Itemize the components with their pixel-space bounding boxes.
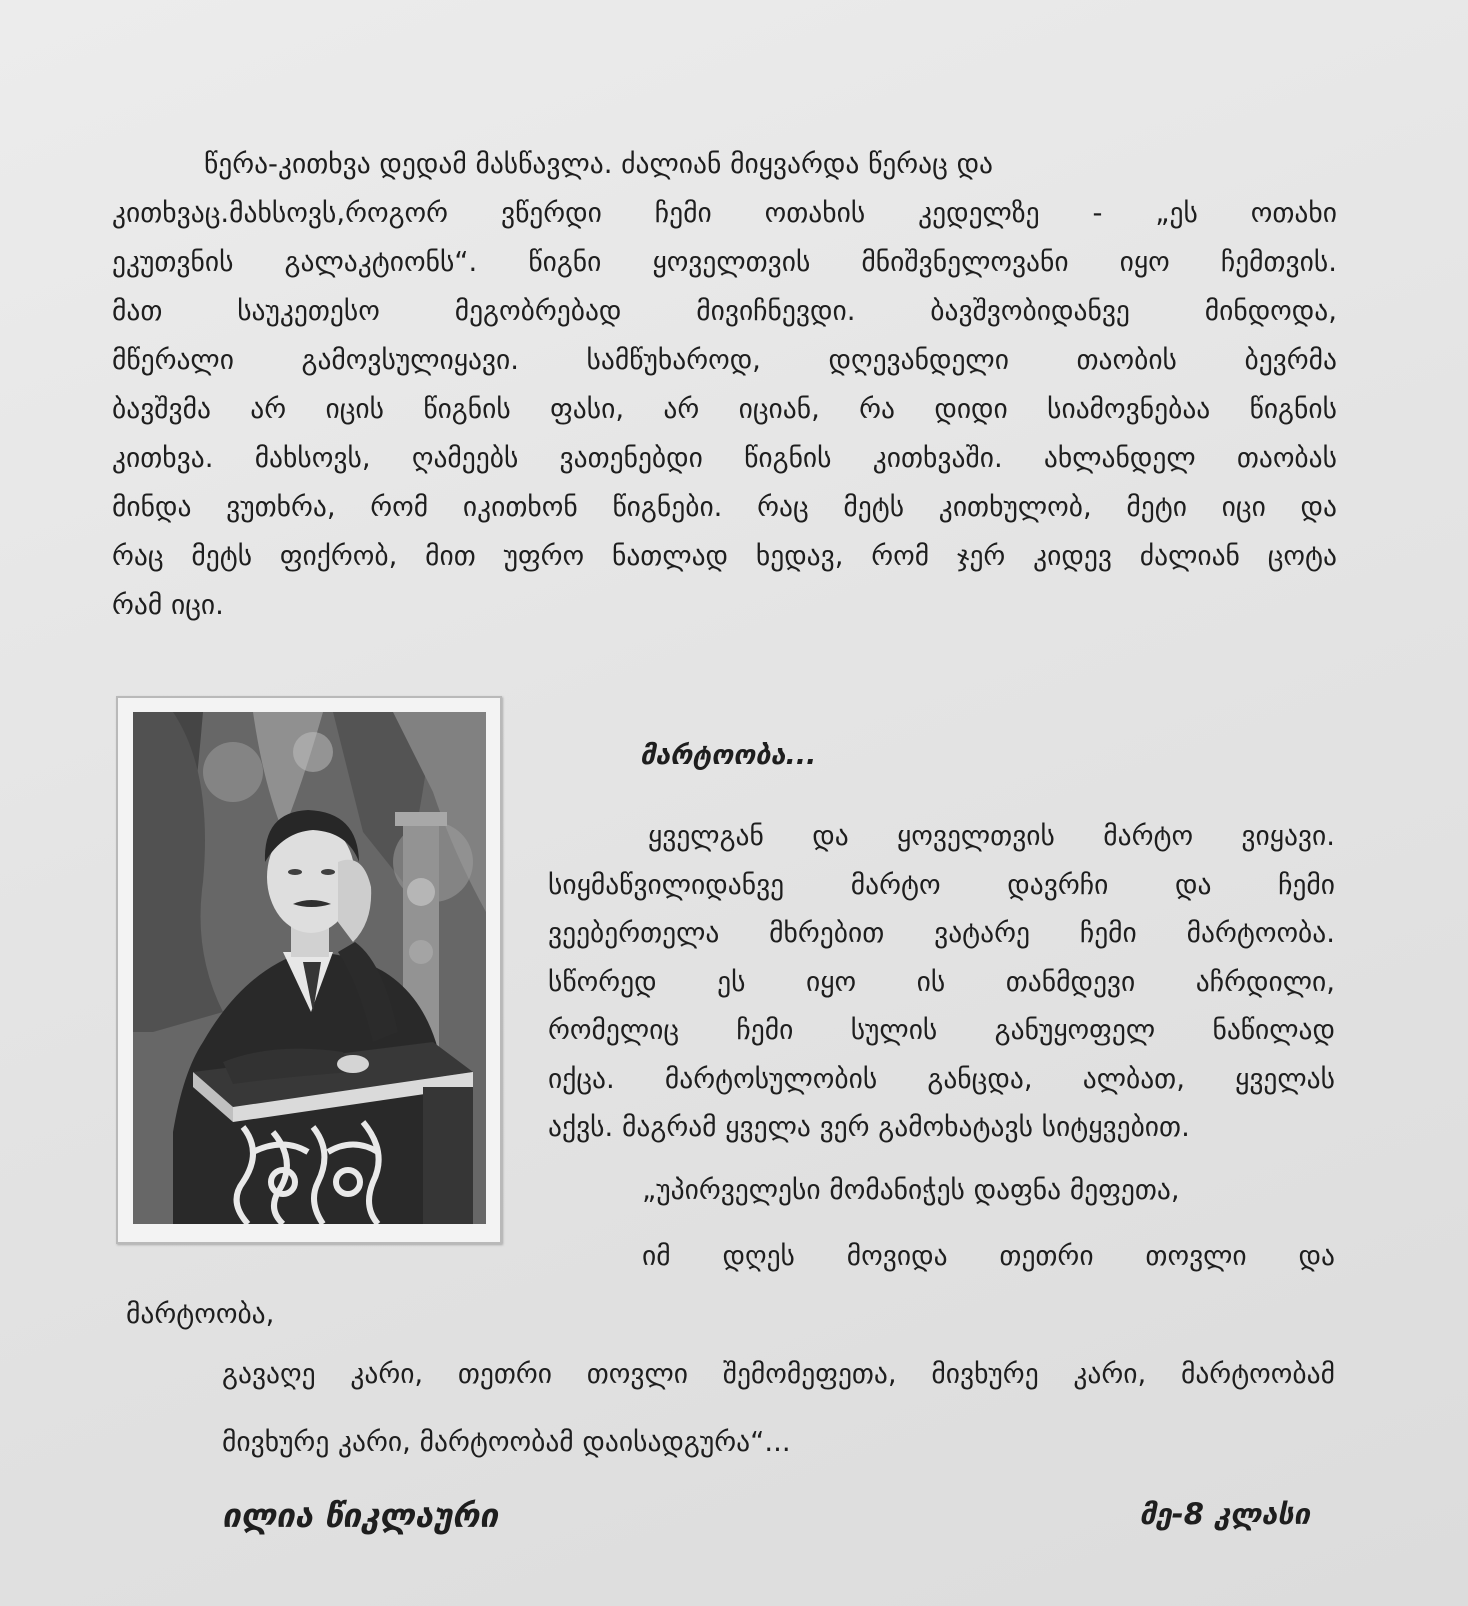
intro-line: წერა-კითხვა დედამ მასწავლა. ძალიან მიყვარდა წერაც და xyxy=(204,148,994,180)
poem-line-2-continuation: მარტოობა, xyxy=(126,1298,275,1330)
section-paragraph xyxy=(548,812,1335,1152)
poem-line-3: გავაღე კარი, თეთრი თოვლი შემომეფეთა, მივხურე კარი, მარტოობამ xyxy=(222,1358,1335,1390)
portrait-photo-frame xyxy=(116,696,502,1244)
section-line: სწორედ ეს იყო ის თანმდევი აჩრდილი, xyxy=(548,965,1335,998)
intro-line: რამ იცი. xyxy=(112,589,224,621)
intro-line: მათ საუკეთესო მეგობრებად მივიჩნევდი. ბავშვობიდანვე მინდოდა, xyxy=(112,295,1337,327)
intro-line: კითხვა. მახსოვს, ღამეებს ვათენებდი წიგნის კითხვაში. ახლანდელ თაობას xyxy=(112,442,1337,474)
intro-paragraph xyxy=(112,140,1337,630)
portrait-photo-icon xyxy=(133,712,486,1224)
intro-line: მწერალი გამოვსულიყავი. სამწუხაროდ, დღევანდელი თაობის ბევრმა xyxy=(112,344,1337,376)
grade-label: მე-8 კლასი xyxy=(1139,1497,1310,1531)
intro-line: კითხვაც.მახსოვს,როგორ ვწერდი ჩემი ოთახის კედელზე - „ეს ოთახი xyxy=(112,197,1337,229)
section-line: აქვს. მაგრამ ყველა ვერ გამოხატავს სიტყვებით. xyxy=(548,1111,1190,1143)
intro-line: ეკუთვნის გალაკტიონს“. წიგნი ყოველთვის მნიშვნელოვანი იყო ჩემთვის. xyxy=(112,246,1337,278)
section-line: ყველგან და ყოველთვის მარტო ვიყავი. xyxy=(648,820,1335,852)
section-line: იქცა. მარტოსულობის განცდა, ალბათ, ყველას xyxy=(548,1062,1335,1095)
section-title: მარტოობა... xyxy=(640,740,817,771)
section-line: ვეებერთელა მხრებით ვატარე ჩემი მარტოობა. xyxy=(548,917,1335,949)
poem-line-1: „უპირველესი მომანიჭეს დაფნა მეფეთა, xyxy=(642,1174,1180,1206)
intro-line: რაც მეტს ფიქრობ, მით უფრო ნათლად ხედავ, რომ ჯერ კიდევ ძალიან ცოტა xyxy=(112,540,1337,572)
intro-line: ბავშვმა არ იცის წიგნის ფასი, არ იციან, რა დიდი სიამოვნებაა წიგნის xyxy=(112,393,1337,425)
section-line: სიყმაწვილიდანვე მარტო დავრჩი და ჩემი xyxy=(548,868,1335,901)
section-line: რომელიც ჩემი სულის განუყოფელ ნაწილად xyxy=(548,1014,1335,1046)
poem-line-2: იმ დღეს მოვიდა თეთრი თოვლი და xyxy=(642,1240,1335,1272)
intro-line: მინდა ვუთხრა, რომ იკითხონ წიგნები. რაც მეტს კითხულობ, მეტი იცი და xyxy=(112,491,1337,523)
author-name: ილია წიკლაური xyxy=(222,1496,498,1535)
poem-line-4: მივხურე კარი, მარტოობამ დაისადგურა“... xyxy=(222,1426,791,1458)
